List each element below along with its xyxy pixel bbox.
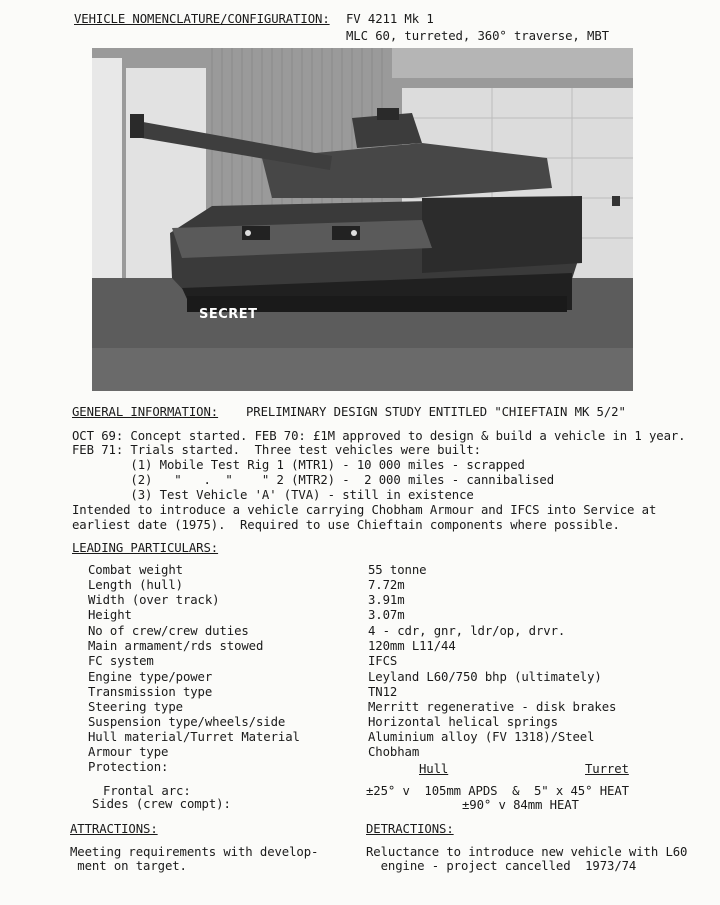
tank-illustration (92, 48, 633, 391)
sides-value: ±90° v 84mm HEAT (462, 798, 579, 812)
particular-value: 120mm L11/44 (368, 639, 456, 653)
particular-value: 3.91m (368, 593, 405, 607)
particular-name: Suspension type/wheels/side (88, 715, 286, 729)
particular-name: Engine type/power (88, 670, 213, 684)
particular-value: Leyland L60/750 bhp (ultimately) (368, 670, 602, 684)
turret-heading: Turret (585, 762, 629, 776)
particular-name: Combat weight (88, 563, 183, 577)
particular-value: 4 - cdr, gnr, ldr/op, drvr. (368, 624, 566, 638)
detractions-line-1: Reluctance to introduce new vehicle with L60 (366, 845, 688, 859)
attractions-label: ATTRACTIONS: (70, 822, 158, 836)
particular-name: Transmission type (88, 685, 213, 699)
particular-value: Chobham (368, 745, 420, 759)
particular-value: TN12 (368, 685, 398, 699)
particular-value: 55 tonne (368, 563, 427, 577)
general-line-3: (1) Mobile Test Rig 1 (MTR1) - 10 000 miles - scrapped (72, 458, 525, 472)
particular-name: Main armament/rds stowed (88, 639, 264, 653)
frontal-arc-label: Frontal arc: (103, 784, 191, 798)
particular-name: Steering type (88, 700, 183, 714)
general-line-6: Intended to introduce a vehicle carrying Chobham Armour and IFCS into Service at (72, 503, 657, 517)
particular-value: IFCS (368, 654, 398, 668)
tank-photograph (92, 48, 633, 391)
general-line-5: (3) Test Vehicle 'A' (TVA) - still in existence (72, 488, 474, 502)
particular-name: Armour type (88, 745, 169, 759)
attractions-line-1: Meeting requirements with develop- (70, 845, 319, 859)
general-line-7: earliest date (1975). Required to use Chieftain components where possible. (72, 518, 620, 532)
general-info-title: PRELIMINARY DESIGN STUDY ENTITLED "CHIEFTAIN MK 5/2" (246, 405, 626, 419)
frontal-arc-value: ±25° v 105mm APDS & 5" x 45° HEAT (366, 784, 629, 798)
particular-name: Height (88, 608, 132, 622)
particular-name: FC system (88, 654, 154, 668)
particular-name: No of crew/crew duties (88, 624, 249, 638)
leading-particulars-label: LEADING PARTICULARS: (72, 541, 219, 555)
general-line-4: (2) " . " " 2 (MTR2) - 2 000 miles - cannibalised (72, 473, 555, 487)
hull-heading: Hull (419, 762, 449, 776)
particular-value: Merritt regenerative - disk brakes (368, 700, 617, 714)
particular-name: Width (over track) (88, 593, 220, 607)
particular-value: Aluminium alloy (FV 1318)/Steel (368, 730, 595, 744)
general-line-1: OCT 69: Concept started. FEB 70: £1M approved to design & build a vehicle in 1 year. (72, 429, 686, 443)
attractions-line-2: ment on target. (70, 859, 187, 873)
particular-name: Hull material/Turret Material (88, 730, 300, 744)
particular-value: 7.72m (368, 578, 405, 592)
sides-label: Sides (crew compt): (92, 797, 231, 811)
particular-name: Length (hull) (88, 578, 183, 592)
general-line-2: FEB 71: Trials started. Three test vehicles were built: (72, 443, 481, 457)
secret-marking: SECRET (199, 307, 258, 322)
detractions-label: DETRACTIONS: (366, 822, 454, 836)
particular-name: Protection: (88, 760, 169, 774)
general-info-label: GENERAL INFORMATION: (72, 405, 219, 419)
particular-value: Horizontal helical springs (368, 715, 558, 729)
nomenclature-label: VEHICLE NOMENCLATURE/CONFIGURATION: (74, 12, 330, 26)
nomenclature-value: FV 4211 Mk 1 (346, 12, 434, 26)
particular-value: 3.07m (368, 608, 405, 622)
detractions-line-2: engine - project cancelled 1973/74 (366, 859, 637, 873)
configuration-value: MLC 60, turreted, 360° traverse, MBT (346, 29, 609, 43)
